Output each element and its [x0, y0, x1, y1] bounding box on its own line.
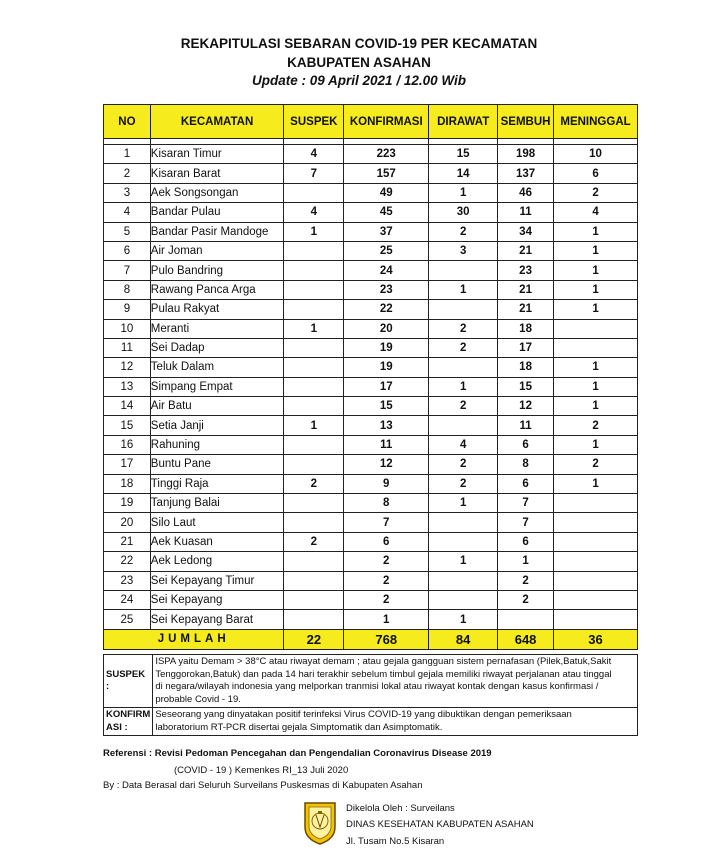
table-row — [104, 397, 638, 416]
cell-no: 23 — [104, 571, 151, 590]
table-row — [104, 300, 638, 319]
cell-kecamatan: Kisaran Timur — [150, 145, 284, 164]
cell-kecamatan: Sei Kepayang Timur — [150, 571, 284, 590]
cell-konfirmasi: 157 — [344, 164, 429, 183]
col-header-kecamatan: KECAMATAN — [150, 105, 284, 139]
cell-konfirmasi: 2 — [344, 571, 429, 590]
cell-konfirmasi: 8 — [344, 494, 429, 513]
cell-sembuh: 137 — [498, 164, 554, 183]
cell-konfirmasi: 1 — [344, 610, 429, 629]
cell-no: 7 — [104, 261, 151, 280]
definitions-table — [103, 654, 638, 736]
table-row — [104, 610, 638, 629]
cell-konfirmasi: 15 — [344, 397, 429, 416]
cell-kecamatan: Buntu Pane — [150, 455, 284, 474]
cell-konfirmasi: 2 — [344, 552, 429, 571]
cell-sembuh: 46 — [498, 183, 554, 202]
definition-line: ISPA yaitu Demam > 38°C atau riwayat demam ; atau gejala gangguan sistem pernafasan (Pilek,Batuk,Sakit — [155, 656, 612, 667]
cell-no: 4 — [104, 203, 151, 222]
definition-key-konfirmasi — [104, 708, 153, 736]
cell-dirawat — [429, 532, 498, 551]
cell-dirawat: 1 — [429, 610, 498, 629]
table-row — [104, 222, 638, 241]
cell-sembuh: 21 — [498, 241, 554, 260]
col-header-dirawat: DIRAWAT — [429, 105, 498, 139]
cell-meninggal — [554, 513, 638, 532]
col-header-meninggal: MENINGGAL — [554, 105, 638, 139]
cell-meninggal — [554, 338, 638, 357]
table-row — [104, 494, 638, 513]
cell-kecamatan: Bandar Pasir Mandoge — [150, 222, 284, 241]
cell-dirawat: 2 — [429, 319, 498, 338]
table-row — [104, 261, 638, 280]
total-sembuh: 648 — [498, 629, 554, 649]
cell-suspek — [284, 494, 344, 513]
cell-sembuh: 2 — [498, 571, 554, 590]
cell-konfirmasi: 25 — [344, 241, 429, 260]
footer-agency: DINAS KESEHATAN KABUPATEN ASAHAN — [346, 819, 534, 830]
table-row — [104, 358, 638, 377]
cell-kecamatan: Air Joman — [150, 241, 284, 260]
cell-suspek: 4 — [284, 203, 344, 222]
definition-line: di negara/wilayah indonesia yang melporkan tranmisi lokal atau riwayat kontak dengan kasus konfirmasi / — [155, 681, 599, 692]
definition-line: Tenggorokan,Batuk) dan pada 14 hari terakhir sebelum timbul gejala memiliki riwayat perjalanan atau tinggal — [155, 668, 612, 680]
cell-kecamatan: Aek Ledong — [150, 552, 284, 571]
cell-konfirmasi: 7 — [344, 513, 429, 532]
table-row — [104, 435, 638, 454]
cell-kecamatan: Aek Kuasan — [150, 532, 284, 551]
cell-kecamatan: Sei Dadap — [150, 338, 284, 357]
cell-dirawat — [429, 358, 498, 377]
cell-suspek — [284, 513, 344, 532]
cell-dirawat: 2 — [429, 397, 498, 416]
cell-sembuh — [498, 610, 554, 629]
cell-meninggal: 1 — [554, 397, 638, 416]
definition-key-suspek: SUSPEK : — [104, 655, 153, 708]
cell-suspek — [284, 590, 344, 609]
cell-konfirmasi: 23 — [344, 280, 429, 299]
cell-konfirmasi: 24 — [344, 261, 429, 280]
cell-suspek — [284, 571, 344, 590]
cell-dirawat: 2 — [429, 474, 498, 493]
cell-meninggal: 1 — [554, 474, 638, 493]
cell-dirawat — [429, 416, 498, 435]
report-subtitle: KABUPATEN ASAHAN — [287, 55, 431, 70]
cell-kecamatan: Pulau Rakyat — [150, 300, 284, 319]
cell-sembuh: 21 — [498, 280, 554, 299]
cell-meninggal: 1 — [554, 280, 638, 299]
total-meninggal: 36 — [554, 629, 638, 649]
cell-kecamatan: Pulo Bandring — [150, 261, 284, 280]
cell-kecamatan: Teluk Dalam — [150, 358, 284, 377]
cell-dirawat: 1 — [429, 183, 498, 202]
cell-no: 3 — [104, 183, 151, 202]
cell-no: 21 — [104, 532, 151, 551]
table-row — [104, 203, 638, 222]
col-header-no: NO — [104, 105, 151, 139]
cell-dirawat — [429, 571, 498, 590]
cell-meninggal: 10 — [554, 145, 638, 164]
cell-meninggal: 2 — [554, 416, 638, 435]
cell-dirawat: 1 — [429, 494, 498, 513]
cell-sembuh: 15 — [498, 377, 554, 396]
cell-kecamatan: Meranti — [150, 319, 284, 338]
cell-no: 16 — [104, 435, 151, 454]
cell-meninggal — [554, 571, 638, 590]
cell-suspek — [284, 377, 344, 396]
cell-suspek — [284, 610, 344, 629]
cell-kecamatan: Air Batu — [150, 397, 284, 416]
cell-sembuh: 12 — [498, 397, 554, 416]
cell-konfirmasi: 49 — [344, 183, 429, 202]
footer-managed-by: Dikelola Oleh : Surveilans — [346, 803, 455, 814]
cell-no: 5 — [104, 222, 151, 241]
cell-dirawat — [429, 590, 498, 609]
cell-no: 2 — [104, 164, 151, 183]
table-row — [104, 474, 638, 493]
cell-meninggal: 1 — [554, 358, 638, 377]
cell-meninggal: 4 — [554, 203, 638, 222]
cell-dirawat: 15 — [429, 145, 498, 164]
cell-konfirmasi: 19 — [344, 338, 429, 357]
col-header-sembuh: SEMBUH — [498, 105, 554, 139]
cell-kecamatan: Tanjung Balai — [150, 494, 284, 513]
cell-kecamatan: Tinggi Raja — [150, 474, 284, 493]
definition-key-line: ASI : — [106, 721, 128, 733]
cell-dirawat: 3 — [429, 241, 498, 260]
cell-meninggal: 1 — [554, 377, 638, 396]
cell-meninggal: 1 — [554, 241, 638, 260]
cell-dirawat: 2 — [429, 222, 498, 241]
cell-no: 14 — [104, 397, 151, 416]
cell-konfirmasi: 20 — [344, 319, 429, 338]
cell-konfirmasi: 2 — [344, 590, 429, 609]
cell-suspek — [284, 397, 344, 416]
update-date: Update : 09 April 2021 / 12.00 Wib — [252, 73, 466, 88]
cell-dirawat: 4 — [429, 435, 498, 454]
cell-sembuh: 11 — [498, 203, 554, 222]
table-row — [104, 513, 638, 532]
cell-meninggal: 1 — [554, 435, 638, 454]
reference-line: Referensi : Revisi Pedoman Pencegahan dan Pengendalian Coronavirus Disease 2019 — [103, 748, 492, 759]
cell-suspek — [284, 552, 344, 571]
cell-no: 20 — [104, 513, 151, 532]
table-row — [104, 183, 638, 202]
cell-dirawat: 2 — [429, 455, 498, 474]
cell-suspek: 1 — [284, 222, 344, 241]
cell-kecamatan: Aek Songsongan — [150, 183, 284, 202]
cell-kecamatan: Sei Kepayang Barat — [150, 610, 284, 629]
table-row — [104, 377, 638, 396]
cell-no: 25 — [104, 610, 151, 629]
cell-dirawat: 1 — [429, 552, 498, 571]
cell-suspek — [284, 300, 344, 319]
cell-konfirmasi: 223 — [344, 145, 429, 164]
definition-key-line: KONFIRM — [106, 709, 151, 720]
cell-sembuh: 6 — [498, 532, 554, 551]
total-konfirmasi: 768 — [344, 629, 429, 649]
cell-suspek — [284, 280, 344, 299]
cell-konfirmasi: 13 — [344, 416, 429, 435]
cell-konfirmasi: 6 — [344, 532, 429, 551]
cell-sembuh: 198 — [498, 145, 554, 164]
cell-sembuh: 7 — [498, 494, 554, 513]
cell-sembuh: 11 — [498, 416, 554, 435]
cell-sembuh: 6 — [498, 474, 554, 493]
cell-no: 12 — [104, 358, 151, 377]
cell-suspek — [284, 338, 344, 357]
cell-kecamatan: Simpang Empat — [150, 377, 284, 396]
definition-line: Seseorang yang dinyatakan positif terinfeksi Virus COVID-19 yang dibuktikan dengan pemeriksaan — [155, 709, 572, 720]
cell-sembuh: 18 — [498, 319, 554, 338]
footer-address: Jl. Tusam No.5 Kisaran — [346, 836, 445, 847]
definition-konfirmasi — [104, 708, 638, 736]
cell-suspek: 2 — [284, 474, 344, 493]
definition-line: probable Covid - 19. — [155, 693, 241, 705]
table-header-row — [104, 105, 638, 139]
covid-recap-table — [103, 104, 638, 650]
cell-dirawat: 30 — [429, 203, 498, 222]
cell-meninggal: 1 — [554, 300, 638, 319]
cell-suspek: 2 — [284, 532, 344, 551]
cell-dirawat — [429, 513, 498, 532]
cell-sembuh: 6 — [498, 435, 554, 454]
table-row — [104, 241, 638, 260]
cell-sembuh: 8 — [498, 455, 554, 474]
cell-sembuh: 1 — [498, 552, 554, 571]
cell-no: 22 — [104, 552, 151, 571]
cell-konfirmasi: 45 — [344, 203, 429, 222]
cell-no: 11 — [104, 338, 151, 357]
cell-meninggal: 2 — [554, 183, 638, 202]
cell-dirawat: 1 — [429, 377, 498, 396]
cell-no: 8 — [104, 280, 151, 299]
cell-meninggal: 2 — [554, 455, 638, 474]
col-header-suspek: SUSPEK — [284, 105, 344, 139]
cell-suspek: 1 — [284, 416, 344, 435]
cell-meninggal: 1 — [554, 261, 638, 280]
cell-dirawat: 2 — [429, 338, 498, 357]
definition-text-suspek — [153, 655, 638, 708]
cell-no: 6 — [104, 241, 151, 260]
total-row — [104, 629, 638, 649]
cell-konfirmasi: 37 — [344, 222, 429, 241]
cell-no: 10 — [104, 319, 151, 338]
cell-meninggal — [554, 610, 638, 629]
cell-meninggal — [554, 532, 638, 551]
cell-suspek: 7 — [284, 164, 344, 183]
cell-meninggal — [554, 494, 638, 513]
cell-no: 19 — [104, 494, 151, 513]
cell-no: 17 — [104, 455, 151, 474]
cell-no: 24 — [104, 590, 151, 609]
cell-no: 1 — [104, 145, 151, 164]
cell-meninggal: 6 — [554, 164, 638, 183]
table-row — [104, 338, 638, 357]
cell-no: 13 — [104, 377, 151, 396]
report-title: REKAPITULASI SEBARAN COVID-19 PER KECAMATAN — [180, 36, 538, 51]
table-row — [104, 145, 638, 164]
cell-kecamatan: Bandar Pulau — [150, 203, 284, 222]
cell-dirawat — [429, 300, 498, 319]
table-row — [104, 280, 638, 299]
cell-suspek — [284, 241, 344, 260]
cell-dirawat: 14 — [429, 164, 498, 183]
cell-kecamatan: Sei Kepayang — [150, 590, 284, 609]
cell-kecamatan: Setia Janji — [150, 416, 284, 435]
definition-line: laboratorium RT-PCR disertai gejala Simptomatik dan Asimptomatik. — [155, 721, 443, 733]
cell-suspek: 1 — [284, 319, 344, 338]
cell-meninggal: 1 — [554, 222, 638, 241]
definition-suspek — [104, 655, 638, 708]
cell-sembuh: 7 — [498, 513, 554, 532]
cell-kecamatan: Silo Laut — [150, 513, 284, 532]
cell-no: 18 — [104, 474, 151, 493]
cell-kecamatan: Rawang Panca Arga — [150, 280, 284, 299]
cell-suspek: 4 — [284, 145, 344, 164]
cell-meninggal — [554, 319, 638, 338]
cell-sembuh: 2 — [498, 590, 554, 609]
cell-sembuh: 17 — [498, 338, 554, 357]
table-row — [104, 164, 638, 183]
table-row — [104, 455, 638, 474]
cell-suspek — [284, 261, 344, 280]
data-source: By : Data Berasal dari Seluruh Surveilans Puskesmas di Kabupaten Asahan — [103, 780, 423, 791]
cell-kecamatan: Rahuning — [150, 435, 284, 454]
total-suspek: 22 — [284, 629, 344, 649]
cell-sembuh: 23 — [498, 261, 554, 280]
cell-konfirmasi: 17 — [344, 377, 429, 396]
cell-no: 15 — [104, 416, 151, 435]
table-row — [104, 571, 638, 590]
cell-suspek — [284, 435, 344, 454]
asahan-regency-emblem-icon — [302, 801, 338, 845]
cell-sembuh: 18 — [498, 358, 554, 377]
table-row — [104, 552, 638, 571]
cell-suspek — [284, 455, 344, 474]
cell-dirawat: 1 — [429, 280, 498, 299]
total-dirawat: 84 — [429, 629, 498, 649]
cell-sembuh: 34 — [498, 222, 554, 241]
reference-line: (COVID - 19 ) Kemenkes RI_13 Juli 2020 — [174, 765, 349, 776]
cell-konfirmasi: 22 — [344, 300, 429, 319]
footer — [302, 797, 562, 857]
table-row — [104, 416, 638, 435]
definition-text-konfirmasi — [153, 708, 638, 736]
cell-suspek — [284, 358, 344, 377]
table-row — [104, 590, 638, 609]
table-row — [104, 532, 638, 551]
cell-kecamatan: Kisaran Barat — [150, 164, 284, 183]
cell-konfirmasi: 11 — [344, 435, 429, 454]
cell-suspek — [284, 183, 344, 202]
cell-meninggal — [554, 590, 638, 609]
table-row — [104, 319, 638, 338]
cell-sembuh: 21 — [498, 300, 554, 319]
col-header-konfirmasi: KONFIRMASI — [344, 105, 429, 139]
cell-no: 9 — [104, 300, 151, 319]
cell-konfirmasi: 9 — [344, 474, 429, 493]
total-label: JUMLAH — [104, 629, 284, 649]
cell-dirawat — [429, 261, 498, 280]
cell-konfirmasi: 12 — [344, 455, 429, 474]
cell-meninggal — [554, 552, 638, 571]
cell-konfirmasi: 19 — [344, 358, 429, 377]
